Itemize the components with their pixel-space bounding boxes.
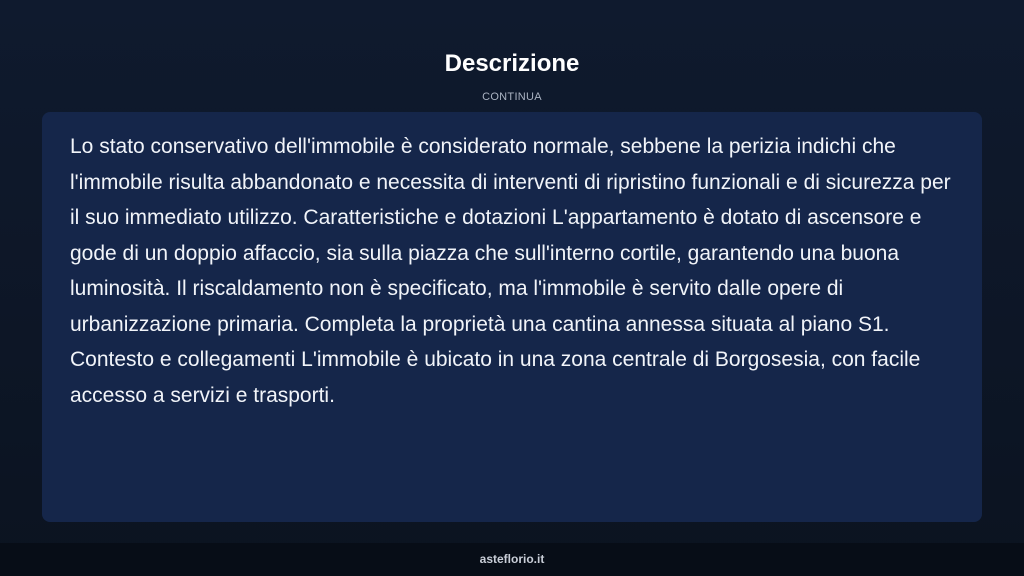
page-header [0,48,1024,104]
footer-bar [0,543,1024,576]
page-title: Descrizione [444,50,580,77]
page-subtitle: CONTINUA [482,91,542,103]
description-card [42,112,982,522]
footer-brand: asteflorio.it [479,552,545,566]
description-text: Lo stato conservativo dell'immobile è considerato normale, sebbene la perizia indichi che l'immobile risulta abbandonato e necessita di interventi di ripristino funzionali e di sicurezza per il suo immediato utilizzo. Caratteristiche e dotazioni L'appartamento è dotato di ascensore e gode di un doppio affaccio, sia sulla piazza che sull'interno cortile, garantendo una buona luminosità. Il riscaldamento non è specificato, ma l'immobile è servito dalle opere di urbanizzazione primaria. Completa la proprietà una cantina annessa situata al piano S1. Contesto e collegamenti L'immobile è ubicato in una zona centrale di Borgosesia, con facile accesso a servizi e trasporti. [70,135,951,407]
